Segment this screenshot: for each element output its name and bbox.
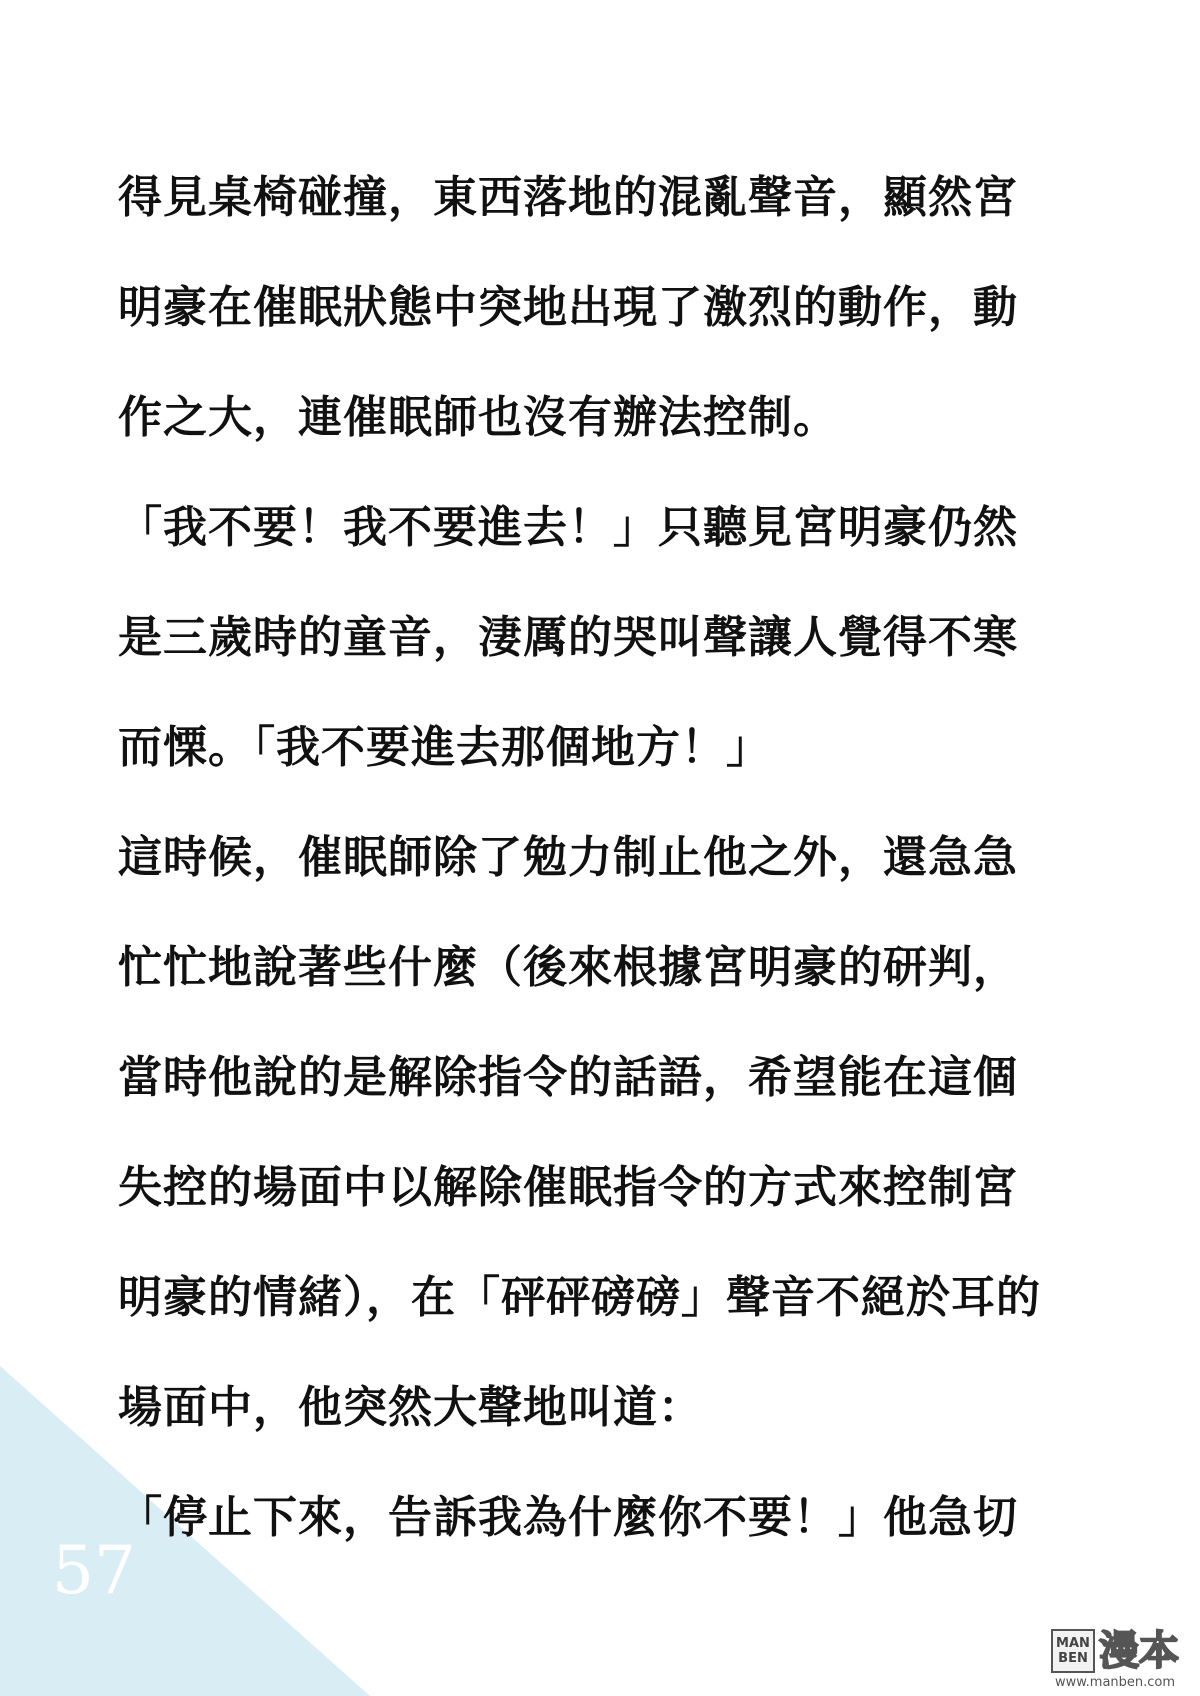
text-line: 明豪的情緒），在「砰砰磅磅」聲音不絕於耳的	[118, 1272, 1041, 1323]
text-line: 失控的場面中以解除催眠指令的方式來控制宮	[118, 1162, 1018, 1213]
text-line: 場面中，他突然大聲地叫道：	[118, 1382, 703, 1433]
watermark-logo	[1040, 1629, 1190, 1673]
text-line: 得見桌椅碰撞，東西落地的混亂聲音，顯然宮	[118, 172, 1018, 223]
watermark-logo-bottom: BEN	[1058, 1651, 1088, 1666]
text-line: 作之大，連催眠師也沒有辦法控制。	[118, 392, 838, 443]
text-line: 這時候，催眠師除了勉力制止他之外，還急急	[118, 832, 1018, 883]
page-number: 57	[52, 1532, 136, 1609]
watermark-name: 漫本	[1099, 1628, 1179, 1674]
body-text	[118, 168, 1088, 1598]
text-line: 而慄。「我不要進去那個地方！」	[118, 722, 771, 773]
watermark	[1040, 1629, 1190, 1690]
manben-logo-icon	[1051, 1629, 1095, 1673]
watermark-logo-top: MAN	[1056, 1636, 1090, 1651]
text-line: 是三歲時的童音，淒厲的哭叫聲讓人覺得不寒	[118, 612, 1018, 663]
watermark-url: www.manben.com	[1054, 1675, 1176, 1690]
text-line: 當時他說的是解除指令的話語，希望能在這個	[118, 1052, 1018, 1103]
text-line: 明豪在催眠狀態中突地出現了激烈的動作，動	[118, 282, 1018, 333]
text-line: 「我不要！我不要進去！」只聽見宮明豪仍然	[118, 502, 1018, 553]
text-line: 「停止下來，告訴我為什麼你不要！」他急切	[118, 1492, 1018, 1543]
text-line: 忙忙地說著些什麼（後來根據宮明豪的研判，	[118, 942, 1018, 993]
